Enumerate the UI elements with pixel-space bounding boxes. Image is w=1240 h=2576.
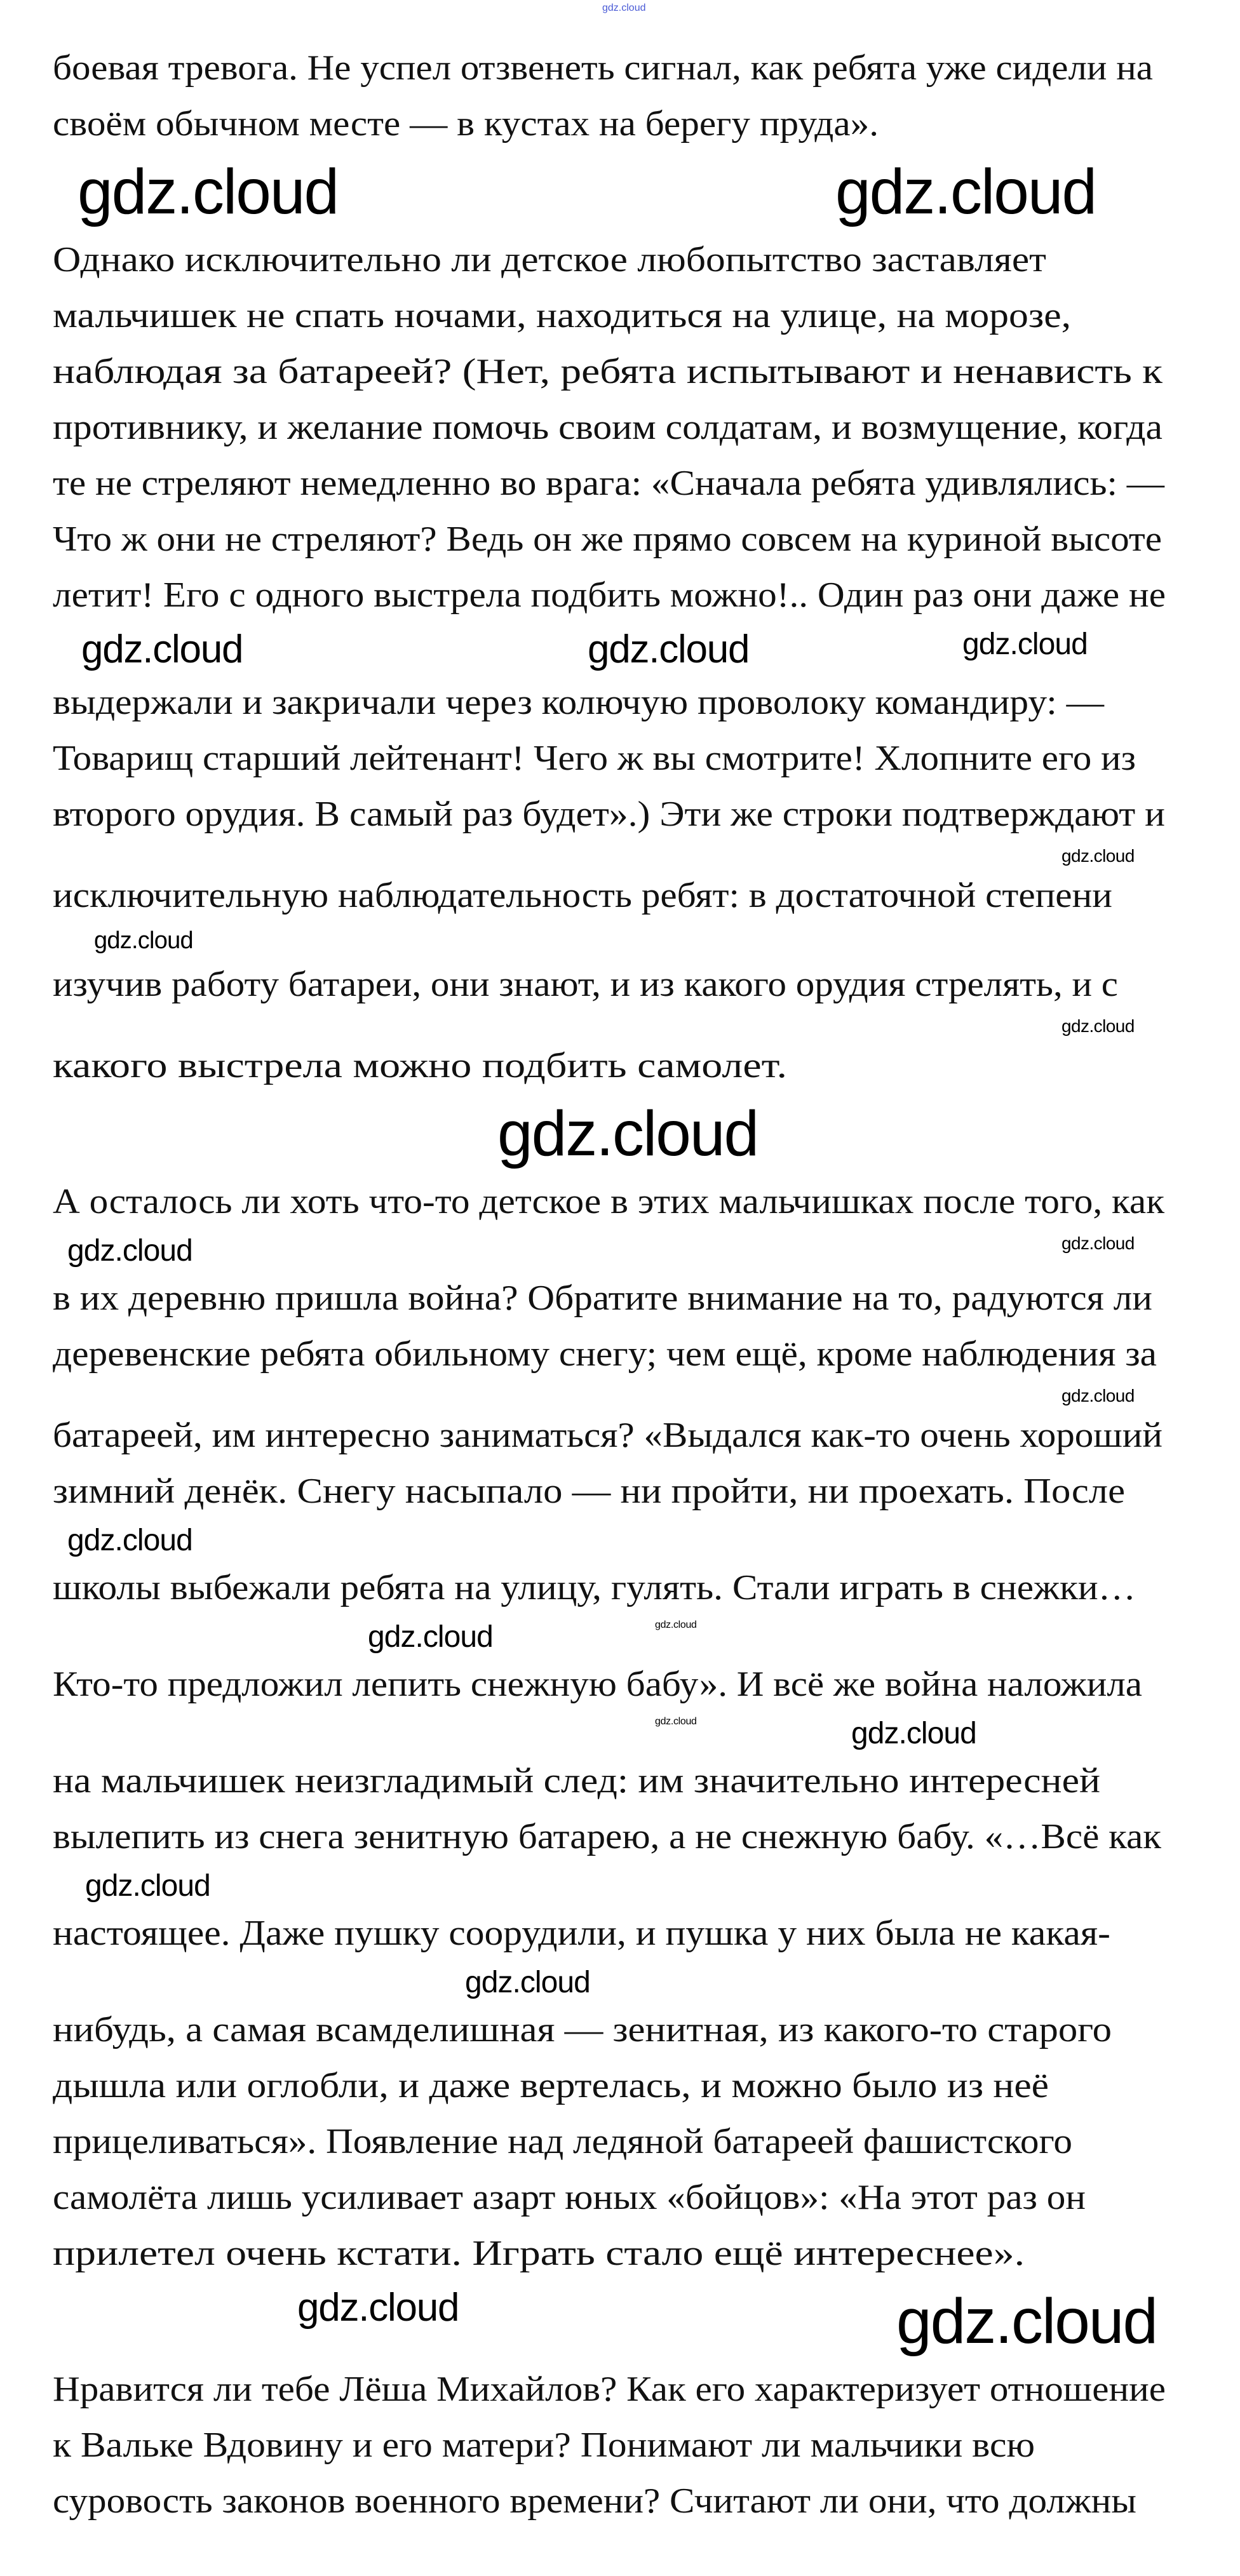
watermark-row [0, 927, 1240, 956]
watermark: gdz.cloud [67, 1234, 192, 1268]
text-line: Что ж они не стреляют? Ведь он же прямо совсем на куриной высоте [53, 520, 1162, 559]
text-line: Нравится ли тебе Лёша Михайлов? Как его характеризует отношение [53, 2370, 1166, 2409]
watermark: gdz.cloud [368, 1620, 493, 1654]
watermark-row [0, 1868, 1240, 1905]
text-line: Однако исключительно ли детское любопытство заставляет [53, 240, 1047, 279]
watermark-row [0, 627, 1240, 674]
watermark: gdz.cloud [588, 627, 750, 671]
text-line: противнику, и желание помочь своим солдатам, и возмущение, когда [53, 408, 1162, 447]
watermark: gdz.cloud [655, 1620, 697, 1630]
text-line: суровость законов военного времени? Считают ли они, что должны [53, 2481, 1137, 2521]
watermark: gdz.cloud [962, 627, 1088, 661]
watermark-row [0, 1965, 1240, 2002]
text-line: в их деревню пришла война? Обратите внимание на то, радуются ли [53, 1278, 1152, 1318]
text-line: настоящее. Даже пушку соорудили, и пушка у них была не какая- [53, 1914, 1110, 1953]
watermark: gdz.cloud [1061, 1016, 1135, 1036]
watermark-row [0, 1716, 1240, 1753]
watermark: gdz.cloud [67, 1524, 192, 1557]
watermark: gdz.cloud [94, 927, 193, 954]
watermark-row [0, 846, 1240, 868]
watermark: gdz.cloud [78, 156, 339, 227]
text-line: прилетел очень кстати. Играть стало ещё интереснее». [53, 2234, 1025, 2273]
text-line: вылепить из снега зенитную батарею, а не снежную бабу. «…Всё как [53, 1817, 1161, 1856]
text-line: школы выбежали ребята на улицу, гулять. Стали играть в снежки… [53, 1568, 1136, 1607]
text-line: А осталось ли хоть что-то детское в этих мальчишках после того, как [53, 1182, 1164, 1221]
text-line: боевая тревога. Не успел отзвенеть сигнал, как ребята уже сидели на [53, 48, 1153, 88]
watermark-row [0, 1523, 1240, 1560]
watermark: gdz.cloud [465, 1966, 590, 1999]
text-line: своём обычном месте — в кустах на берегу пруда». [53, 104, 879, 144]
text-line: те не стреляют немедленно во врага: «Сначала ребята удивлялись: — [53, 464, 1165, 503]
watermark: gdz.cloud [1061, 1233, 1135, 1253]
watermark: gdz.cloud [655, 1716, 697, 1727]
text-line: дышла или оглобли, и даже вертелась, и можно было из неё [53, 2066, 1049, 2105]
watermark: gdz.cloud [896, 2286, 1157, 2357]
text-line: Кто-то предложил лепить снежную бабу». И всё же война наложила [53, 1665, 1142, 1704]
watermark-row [0, 156, 1240, 232]
text-line: второго орудия. В самый раз будет».) Эти же строки подтверждают и [53, 795, 1166, 834]
watermark-row [0, 1620, 1240, 1656]
watermark-row [0, 2285, 1240, 2361]
text-line: зимний денёк. Снегу насыпало — ни пройти, ни проехать. После [53, 1472, 1125, 1511]
watermark: gdz.cloud [1061, 846, 1135, 866]
text-line: какого выстрела можно подбить самолет. [53, 1046, 787, 1085]
watermark-row [0, 1097, 1240, 1174]
text-line: батареей, им интересно заниматься? «Выдался как-то очень хороший [53, 1416, 1163, 1455]
text-line: выдержали и закричали через колючую проволоку командиру: — [53, 683, 1104, 722]
watermark: gdz.cloud [297, 2286, 459, 2330]
watermark: gdz.cloud [851, 1717, 976, 1750]
watermark-row [0, 1233, 1240, 1270]
text-line: прицеливаться». Появление над ледяной батареей фашистского [53, 2122, 1072, 2161]
text-line: самолёта лишь усиливает азарт юных «бойцов»: «На этот раз он [53, 2178, 1086, 2217]
watermark: gdz.cloud [81, 627, 243, 671]
watermark: gdz.cloud [497, 1098, 758, 1169]
text-line: нибудь, а самая всамделишная — зенитная, из какого-то старого [53, 2010, 1112, 2049]
text-line: мальчишек не спать ночами, находиться на улице, на морозе, [53, 296, 1071, 335]
header-watermark: gdz.cloud [602, 3, 646, 13]
watermark: gdz.cloud [835, 156, 1096, 227]
text-line: деревенские ребята обильному снегу; чем ещё, кроме наблюдения за [53, 1334, 1157, 1374]
watermark-row [0, 1016, 1240, 1038]
text-line: исключительную наблюдательность ребят: в достаточной степени [53, 876, 1112, 915]
text-line: Товарищ старший лейтенант! Чего ж вы смотрите! Хлопните его из [53, 739, 1136, 778]
text-line: наблюдая за батареей? (Нет, ребята испытывают и ненависть к [53, 352, 1162, 391]
text-line: на мальчишек неизгладимый след: им значительно интересней [53, 1761, 1100, 1801]
watermark: gdz.cloud [1061, 1386, 1135, 1405]
text-line: к Вальке Вдовину и его матери? Понимают ли мальчики всю [53, 2425, 1035, 2465]
text-line: летит! Его с одного выстрела подбить можно!.. Один раз они даже не [53, 575, 1166, 615]
watermark: gdz.cloud [85, 1869, 210, 1903]
text-line: изучив работу батареи, они знают, и из какого орудия стрелять, и с [53, 965, 1118, 1004]
watermark-row [0, 1386, 1240, 1407]
